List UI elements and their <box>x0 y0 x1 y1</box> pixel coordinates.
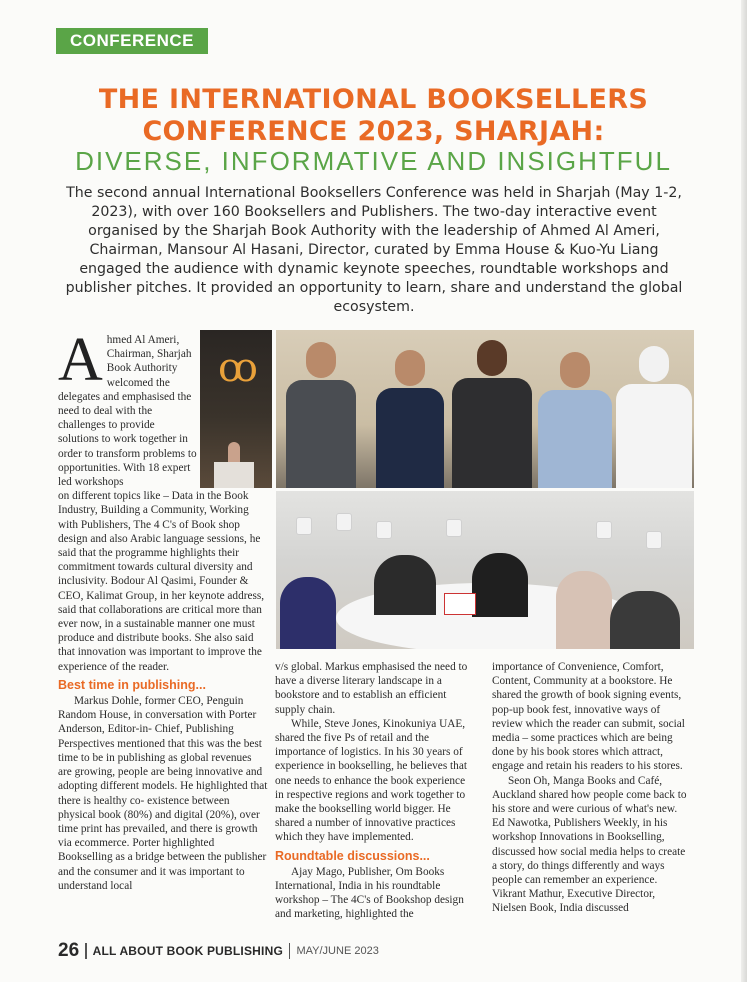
column-2 <box>275 660 475 922</box>
column-1-para-2: Markus Dohle, former CEO, Penguin Random House, in conversation with Porter Anderson, Editor-in- Chief, Publishing Perspectives mentioned that this was the best time to be in publishing as global revenues are growing, people are being innovative and adopting different models. He highlighted that there is healthy co- existence between physical book (80%) and digital (20%), over time print has prevailed, and there is growth via ecommerce. Porter highlighted Bookselling as a bridge between the publisher and the consumer and it was important to understand local <box>58 695 268 892</box>
photo-group-of-five <box>276 330 694 488</box>
intro-paragraph: The second annual International Booksellers Conference was held in Sharjah (May 1-2, 2023), with over 160 Booksellers and Publishers. The two-day interactive event organised by the Sharjah Book Authority with the leadership of Ahmed Al Ameri, Chairman, Mansour Al Hasani, Director, curated by Emma House & Kuo-Yu Liang engaged the audience with dynamic keynote speeches, roundtable workshops and publisher pitches. It provided an opportunity to learn, share and understand the global ecosystem. <box>65 185 683 315</box>
speaker-figure <box>228 442 240 464</box>
person-2 <box>376 350 444 488</box>
drop-cap: A <box>58 326 103 394</box>
column-3-para-1: importance of Convenience, Comfort, Content, Community at a bookstore. He shared the growth of book signing events, pop-up book fest, innovative ways of review which the reader can submit, social media – some practices which are being done by his book stores which attract, engage and retain his readers to his stores. <box>492 661 685 773</box>
photo-roundtable <box>276 491 694 649</box>
person-3 <box>452 340 532 488</box>
podium <box>214 462 254 488</box>
person-5 <box>616 346 692 488</box>
page-edge-shadow <box>741 0 747 982</box>
heading-best-time: Best time in publishing... <box>58 677 206 692</box>
column-2-para-2: While, Steve Jones, Kinokuniya UAE, shared the five Ps of retail and the importance of logistics. In his 30 years of experience in bookselling, he believes that one needs to enhance the book experience in respective regions and work together to make the bookselling world bigger. He shared a number of innovative practices which they have implemented. <box>275 717 467 844</box>
article-title <box>40 84 707 148</box>
footer-divider-2 <box>289 943 291 959</box>
page-number: 26 <box>58 940 80 961</box>
sba-logo-graphic: ꝏ <box>218 345 258 391</box>
column-3-para-2: Seon Oh, Manga Books and Café, Auckland shared how people come back to his store and were curious of what's new. Ed Nawotka, Publishers Weekly, in his workshop Innovations in Bookselling, discussed how social media helps to create a story, do things differently and ways people can remember an experience. Vikrant Mathur, Executive Director, Nielsen Book, India discussed <box>492 774 687 915</box>
column-1-narrow-text: hmed Al Ameri, Chairman, Sharjah Book Authority welcomed the delegates and emphasised the need to deal with the challenges to provide solutions to work together in order to transform problems to opportunities. With 18 expert led workshops <box>58 334 197 489</box>
column-3 <box>492 660 692 916</box>
magazine-name: ALL ABOUT BOOK PUBLISHING <box>92 944 283 958</box>
person-4 <box>538 352 612 488</box>
issue-date: MAY/JUNE 2023 <box>296 945 379 957</box>
footer-divider <box>85 943 87 959</box>
column-2-para-1: v/s global. Markus emphasised the need to have a diverse literary landscape in a bookstore and to establish an efficient supply chain. <box>275 661 468 716</box>
article-subtitle: DIVERSE, INFORMATIVE AND INSIGHTFUL <box>75 146 672 176</box>
column-1-wide-text: on different topics like – Data in the Book Industry, Building a Community, Working with Publishers, The 4 C's of Book shop design and also Arabic language sessions, he said that the programme highlights their commitment towards cultural diversity and inclusivity. Bodour Al Qasimi, Founder & CEO, Kalimat Group, in her keynote address, said that collaborations are critical more than ever now, in a sustainable manner one must produce and distribute books. She also said that innovation was important to improve the experience of the reader. <box>58 490 265 673</box>
page-footer <box>58 940 379 962</box>
photo-stage-speaker <box>200 330 272 488</box>
title-line-1: THE INTERNATIONAL BOOKSELLERS <box>98 84 649 115</box>
column-2-para-3: Ajay Mago, Publisher, Om Books International, India in his roundtable workshop – The 4C's of Bookshop design and marketing, highlighted the <box>275 865 464 921</box>
heading-roundtable: Roundtable discussions... <box>275 848 430 863</box>
section-tag: CONFERENCE <box>56 28 208 54</box>
title-line-2: CONFERENCE 2023, SHARJAH: <box>142 116 605 147</box>
person-1 <box>286 342 356 488</box>
